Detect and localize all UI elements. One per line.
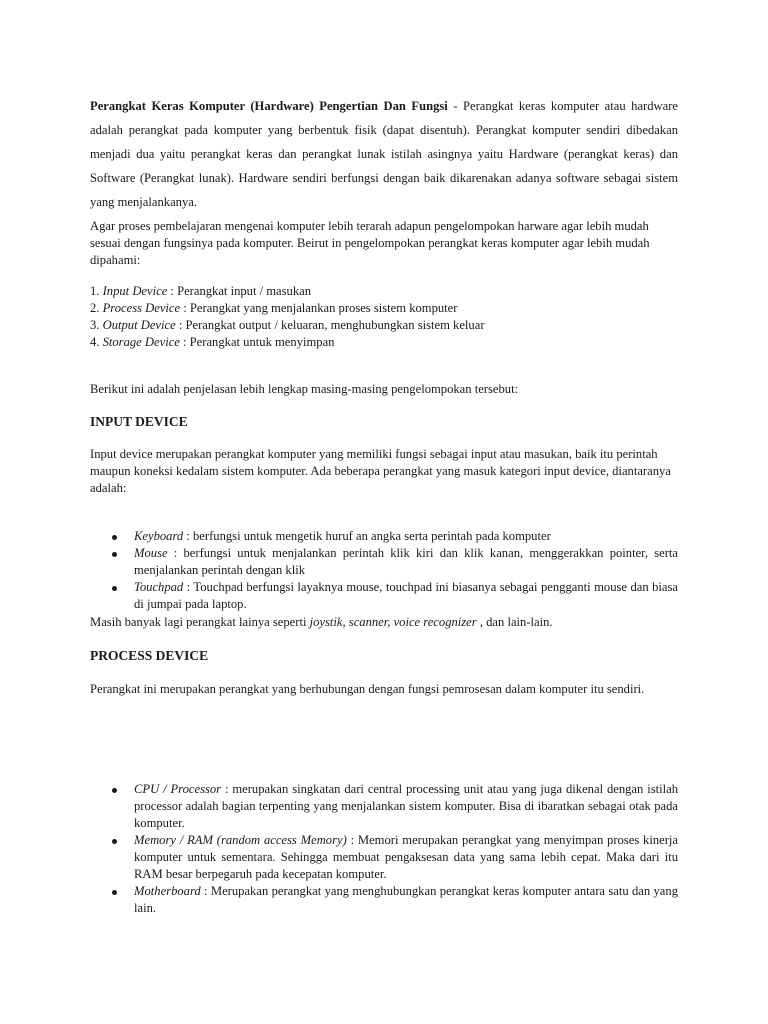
list-item: 3. Output Device : Perangkat output / keluaran, menghubungkan sistem keluar bbox=[90, 318, 485, 332]
bullet-icon bbox=[112, 552, 117, 557]
process-device-list bbox=[90, 781, 678, 917]
list-item: 2. Process Device : Perangkat yang menjalankan proses sistem komputer bbox=[90, 301, 458, 315]
list-item: CPU / Processor : merupakan singkatan dari central processing unit atau yang juga dikenal dengan istilah processor adalah bagian terpenting yang menjalankan sistem komputer. Bisa di ibaratkan sebagai otak pada komputer. bbox=[90, 781, 678, 832]
bullet-icon bbox=[112, 890, 117, 895]
bullet-icon bbox=[112, 839, 117, 844]
grouping-list bbox=[90, 283, 678, 351]
list-item: Memory / RAM (random access Memory) : Memori merupakan perangkat yang menyimpan proses kinerja komputer untuk sementara. Sehingga membuat pengaksesan data yang sama lebih cepat. Maka dari itu RAM besar berpegaruh pada kecepatan komputer. bbox=[90, 832, 678, 883]
intro-dash: - bbox=[447, 99, 463, 113]
process-device-heading: PROCESS DEVICE bbox=[90, 648, 209, 663]
more-devices-line: Masih banyak lagi perangkat lainya seperti joystik, scanner, voice recognizer , dan lain-lain. bbox=[90, 615, 553, 629]
input-device-heading: INPUT DEVICE bbox=[90, 414, 188, 429]
list-item: 1. Input Device : Perangkat input / masukan bbox=[90, 284, 312, 298]
input-device-paragraph: Input device merupakan perangkat komputer yang memiliki fungsi sebagai input atau masukan, baik itu perintah maupun koneksi kedalam sistem komputer. Ada beberapa perangkat yang masuk kategori input device, diantaranya adalah: bbox=[90, 447, 671, 495]
intro-body: Perangkat keras komputer atau hardware adalah perangkat pada komputer yang berbentuk fisik (dapat disentuh). Perangkat komputer sendiri dibedakan menjadi dua yaitu perangkat keras dan perangkat lunak istilah asingnya yaitu Hardware (perangkat keras) dan Software (Perangkat lunak). Hardware sendiri berfungsi dengan baik dikarenakan adanya software sebagai sistem yang menjalankanya. bbox=[90, 99, 678, 209]
intro-title: Perangkat Keras Komputer (Hardware) Pengertian Dan Fungsi bbox=[90, 99, 448, 113]
intro-paragraph bbox=[90, 94, 678, 214]
grouping-paragraph: Agar proses pembelajaran mengenai komputer lebih terarah adapun pengelompokan harware agar lebih mudah sesuai dengan fungsinya pada komputer. Beirut in pengelompokan perangkat keras komputer agar lebih mudah dipahami: bbox=[90, 219, 650, 267]
list-item: 4. Storage Device : Perangkat untuk menyimpan bbox=[90, 335, 335, 349]
explanation-intro: Berikut ini adalah penjelasan lebih lengkap masing-masing pengelompokan tersebut: bbox=[90, 382, 519, 396]
list-item: Mouse : berfungsi untuk menjalankan perintah klik kiri dan klik kanan, menggerakkan pointer, serta menjalankan perintah dengan klik bbox=[90, 545, 678, 579]
bullet-icon bbox=[112, 586, 117, 591]
process-device-paragraph: Perangkat ini merupakan perangkat yang berhubungan dengan fungsi pemrosesan dalam komputer itu sendiri. bbox=[90, 682, 645, 696]
list-item: Keyboard : berfungsi untuk mengetik huruf an angka serta perintah pada komputer bbox=[90, 528, 678, 545]
list-item: Touchpad : Touchpad berfungsi layaknya mouse, touchpad ini biasanya sebagai pengganti mouse dan biasa di jumpai pada laptop. bbox=[90, 579, 678, 613]
input-device-list bbox=[90, 528, 678, 613]
bullet-icon bbox=[112, 788, 117, 793]
list-item: Motherboard : Merupakan perangkat yang menghubungkan perangkat keras komputer antara satu dan yang lain. bbox=[90, 883, 678, 917]
bullet-icon bbox=[112, 535, 117, 540]
